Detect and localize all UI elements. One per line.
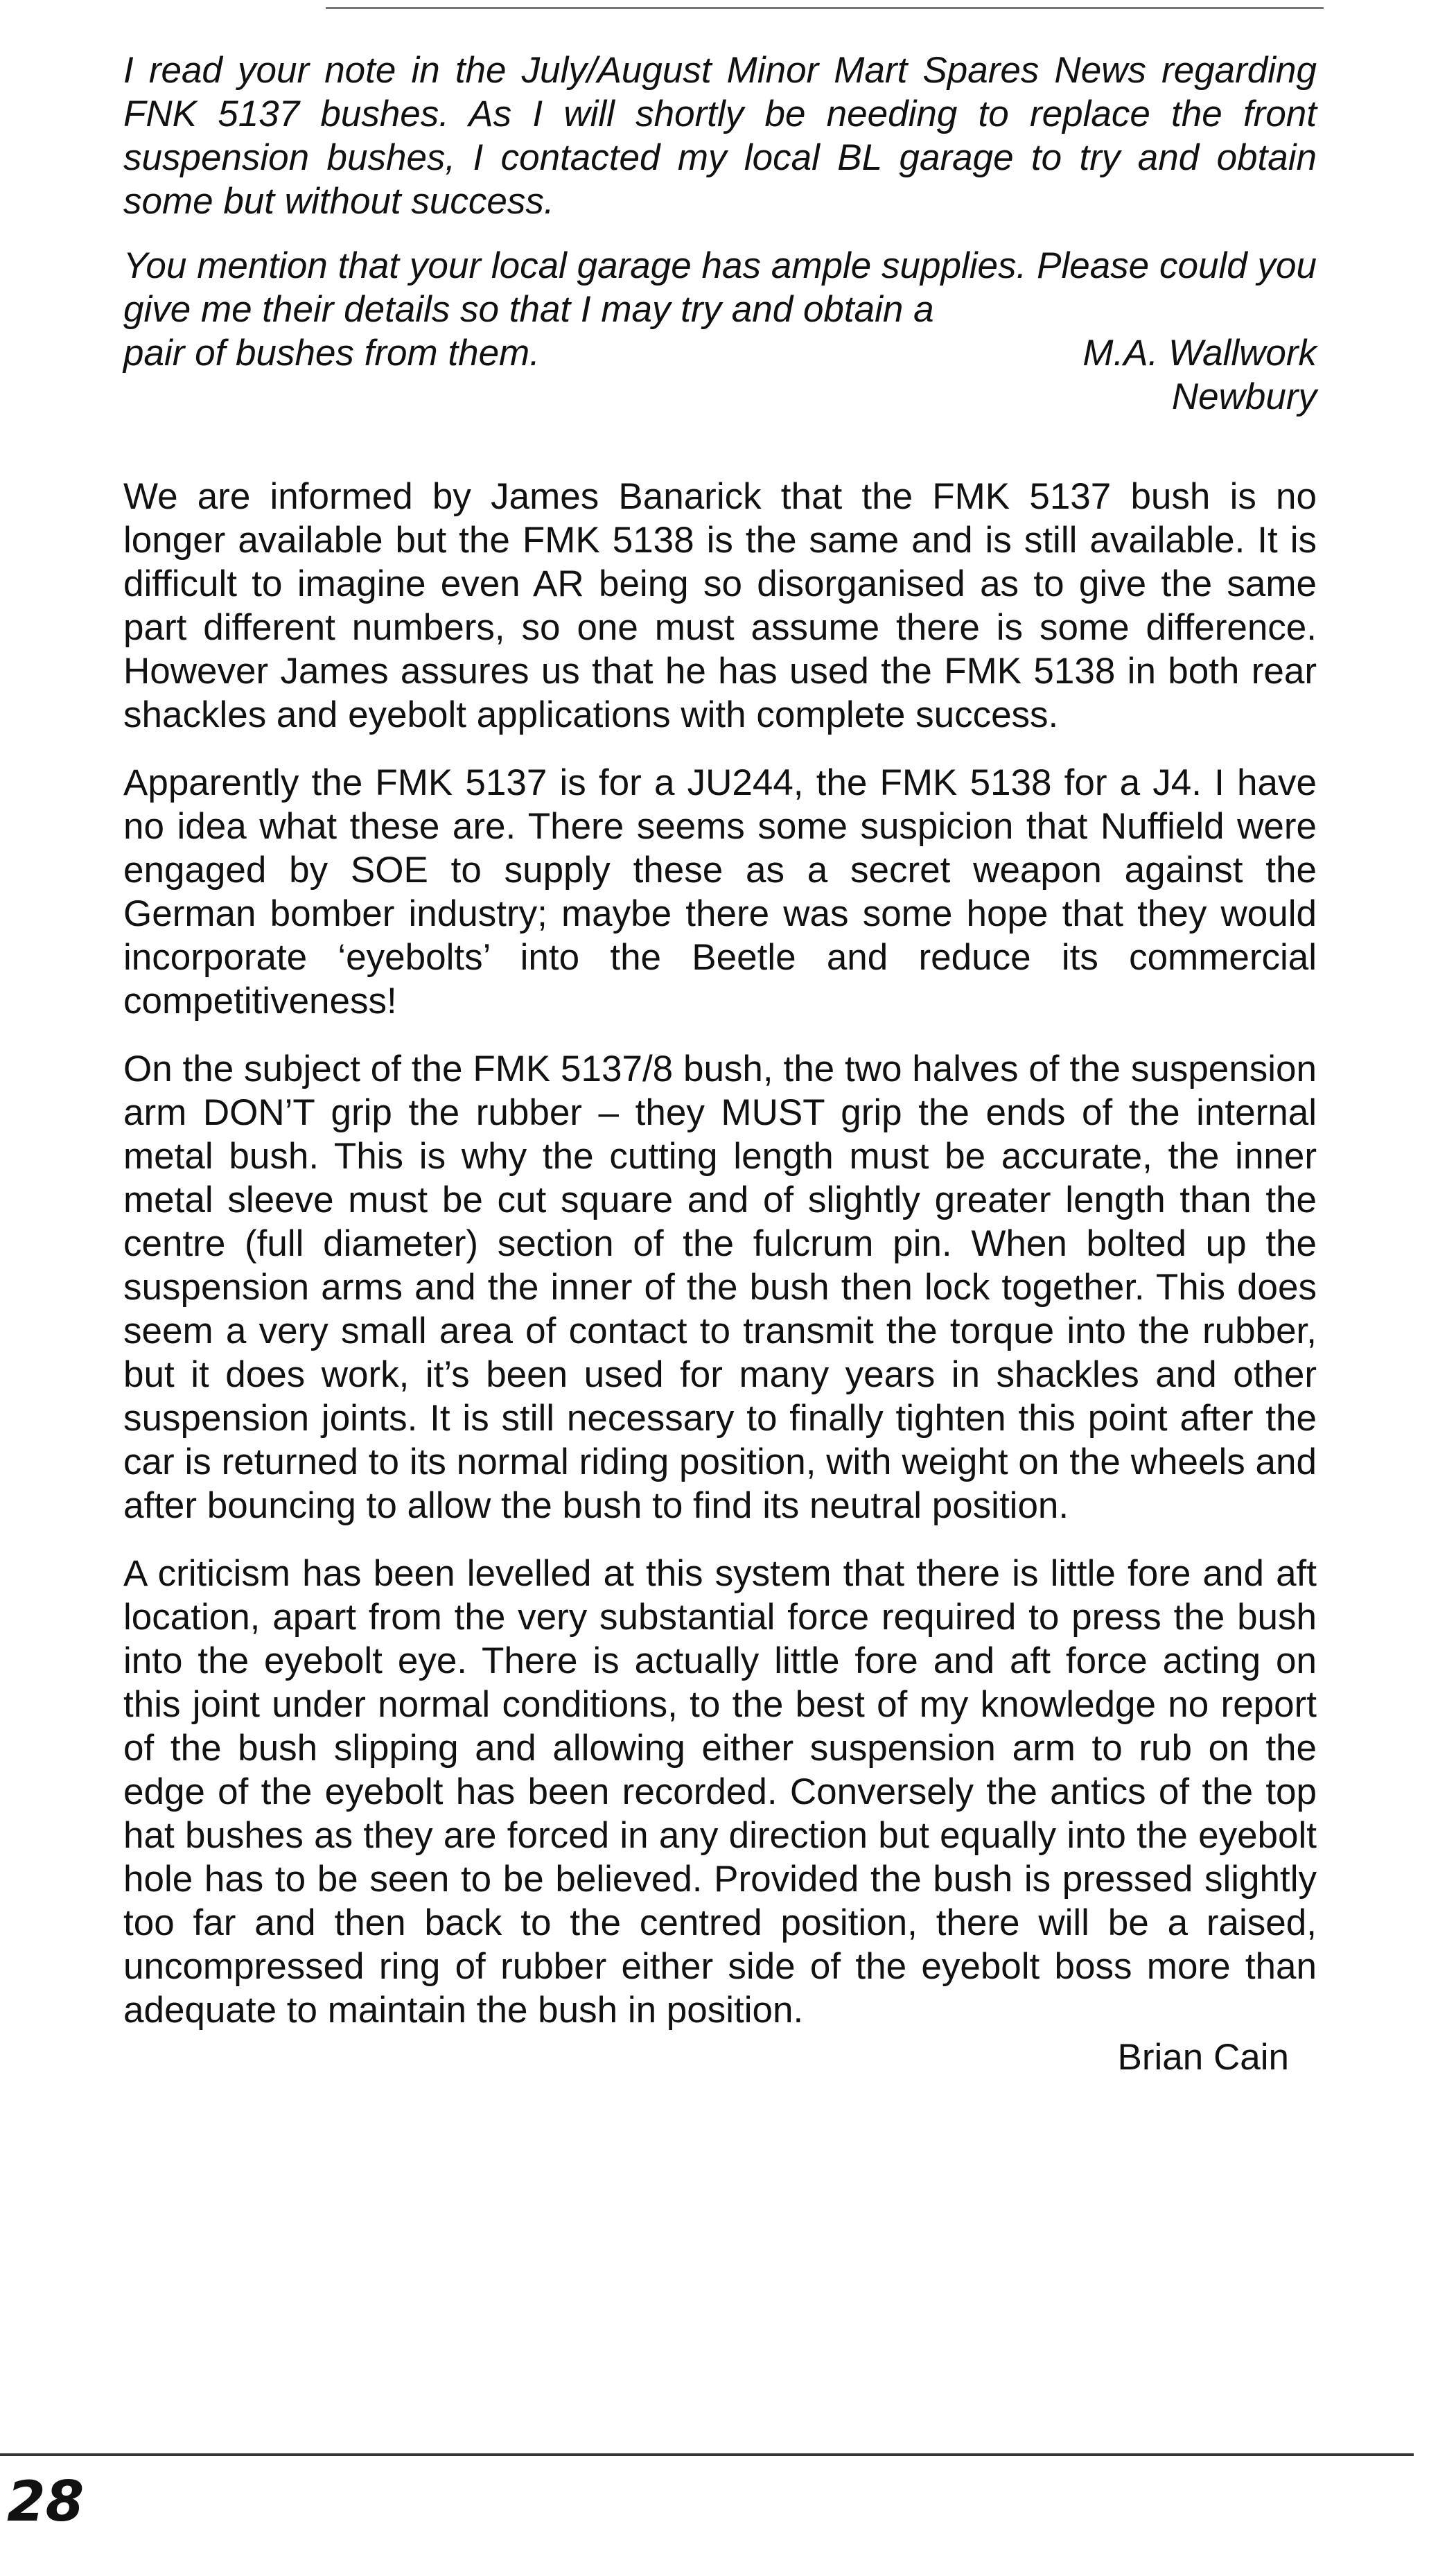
reply-paragraph-3: On the subject of the FMK 5137/8 bush, the two halves of the suspension arm DON’T grip the rubber – they MUST grip the ends of the internal metal bush. This is why the cutting length must be accurate, the inner metal sleeve must be cut square and of slightly greater length than the centre (full diameter) section of the fulcrum pin. When bolted up the suspension arms and the inner of the bush then lock together. This does seem a very small area of contact to transmit the torque into the rubber, but it does work, it’s been used for many years in shackles and other suspension joints. It is still necessary to finally tighten this point after the car is returned to its normal riding position, with weight on the wheels and after bouncing to allow the bush to find its neutral position. bbox=[123, 1049, 1317, 1526]
letter-last-line: pair of bushes from them. bbox=[123, 333, 540, 374]
letter-author-town: Newbury bbox=[1171, 376, 1317, 417]
reply-paragraph-2: Apparently the FMK 5137 is for a JU244, the FMK 5138 for a J4. I have no idea what these are. There seems some suspicion that Nuffield were engaged by SOE to supply these as a secret weapon against the German bomber industry; maybe there was some hope that they would incorporate ‘eyebolts’ into the Beetle and reduce its commercial competitiveness! bbox=[123, 762, 1317, 1022]
bottom-divider bbox=[0, 2453, 1414, 2456]
letter-author-name: M.A. Wallwork bbox=[1082, 333, 1317, 374]
editor-reply bbox=[123, 475, 1317, 2079]
reader-letter bbox=[123, 49, 1317, 419]
letter-closing-row bbox=[123, 331, 1317, 375]
page-number: 28 bbox=[7, 2469, 85, 2534]
letter-paragraph-2: You mention that your local garage has ample supplies. Please could you give me their details so that I may try and obtain a bbox=[123, 245, 1317, 330]
top-divider bbox=[326, 7, 1324, 9]
reply-paragraph-4: A criticism has been levelled at this system that there is little fore and aft location, apart from the very substantial force required to press the bush into the eyebolt eye. There is actually little fore and aft force acting on this joint under normal conditions, to the best of my knowledge no report of the bush slipping and allowing either suspension arm to rub on the edge of the eyebolt has been recorded. Conversely the antics of the top hat bushes as they are forced in any direction but equally into the eyebolt hole has to be seen to be believed. Provided the bush is pressed slightly too far and then back to the centred position, there will be a raised, uncompressed ring of rubber either side of the eyebolt boss more than adequate to maintain the bush in position. bbox=[123, 1553, 1317, 2031]
reply-author: Brian Cain bbox=[1117, 2037, 1289, 2078]
letter-paragraph-1: I read your note in the July/August Minor Mart Spares News regarding FNK 5137 bushes. As I will shortly be needing to replace the front suspension bushes, I contacted my local BL garage to try and obtain some but without success. bbox=[123, 50, 1317, 222]
reply-paragraph-1: We are informed by James Banarick that the FMK 5137 bush is no longer available but the FMK 5138 is the same and is still available. It is difficult to imagine even AR being so disorganised as to give the same part different numbers, so one must assume there is some difference. However James assures us that he has used the FMK 5138 in both rear shackles and eyebolt applications with complete success. bbox=[123, 476, 1317, 735]
